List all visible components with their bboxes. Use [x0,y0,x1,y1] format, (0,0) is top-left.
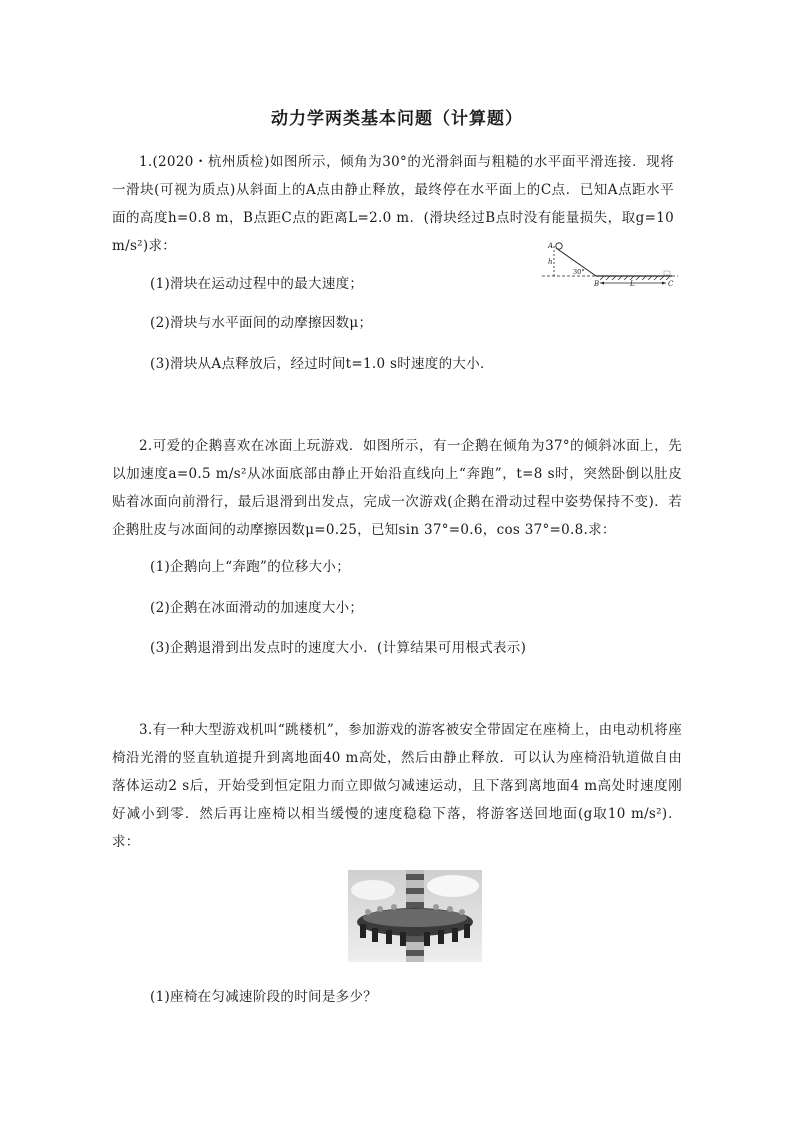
label-a: A [548,242,554,250]
label-h: h [548,258,553,266]
question-1-part-3: (3)滑块从A点释放后，经过时间t=1.0 s时速度的大小． [150,356,494,372]
label-c: C [668,280,674,288]
question-1-stem: 1.(2020・杭州质检)如图所示，倾角为30°的光滑斜面与粗糙的水平面平滑连接．现将一滑块(可视为质点)从斜面上的A点由静止释放，最终停在水平面上的C点．已知A点距水平面的高度h=0.8 m，B点距C点的距离L=2.0 m．(滑块经过B点时没有能量损失，取g=10 m/s²)求： [112,154,674,254]
question-3-part-1: (1)座椅在匀减速阶段的时间是多少？ [150,989,378,1005]
block-at-c [664,271,670,275]
label-b: B [594,280,600,288]
question-2-part-1: (1)企鹅向上“奔跑”的位移大小； [150,559,351,575]
question-3-stem: 3.有一种大型游戏机叫“跳楼机”，参加游戏的游客被安全带固定在座椅上，由电动机将座椅沿光滑的竖直轨道提升到离地面40 m高处，然后由静止释放．可以认为座椅沿轨道做自由落体运动2 s后，开始受到恒定阻力而立即做匀减速运动，且下落到离地面4 m高处时速度刚好减小到零．然后再让座椅以相当缓慢的速度稳稳下落，将游客送回地面(g取10 m/s²)．求： [112,722,682,850]
surface-hatching [600,276,670,280]
question-2-part-3: (3)企鹅退滑到出发点时的速度大小．(计算结果可用根式表示) [150,640,527,656]
question-1-part-2: (2)滑块与水平面间的动摩擦因数μ； [150,315,373,331]
label-l: L [630,280,635,288]
question-1-part-1: (1)滑块在运动过程中的最大速度； [150,276,364,292]
question-2-part-2: (2)企鹅在冰面滑动的加速度大小； [150,600,364,616]
slider-block [556,243,562,249]
incline-diagram [540,236,680,292]
drop-tower-photo [348,870,482,962]
page-title: 动力学两类基本问题（计算题） [271,109,523,129]
label-angle: 30° [573,268,585,276]
question-2-stem: 2.可爱的企鹅喜欢在冰面上玩游戏．如图所示，有一企鹅在倾角为37°的倾斜冰面上，先以加速度a=0.5 m/s²从冰面底部由静止开始沿直线向上“奔跑”，t=8 s时，突然卧倒以肚皮贴着冰面向前滑行，最后退滑到出发点，完成一次游戏(企鹅在滑动过程中姿势保持不变)．若企鹅肚皮与冰面间的动摩擦因数μ=0.25，已知sin 37°=0.6，cos 37°=0.8.求： [112,438,682,538]
